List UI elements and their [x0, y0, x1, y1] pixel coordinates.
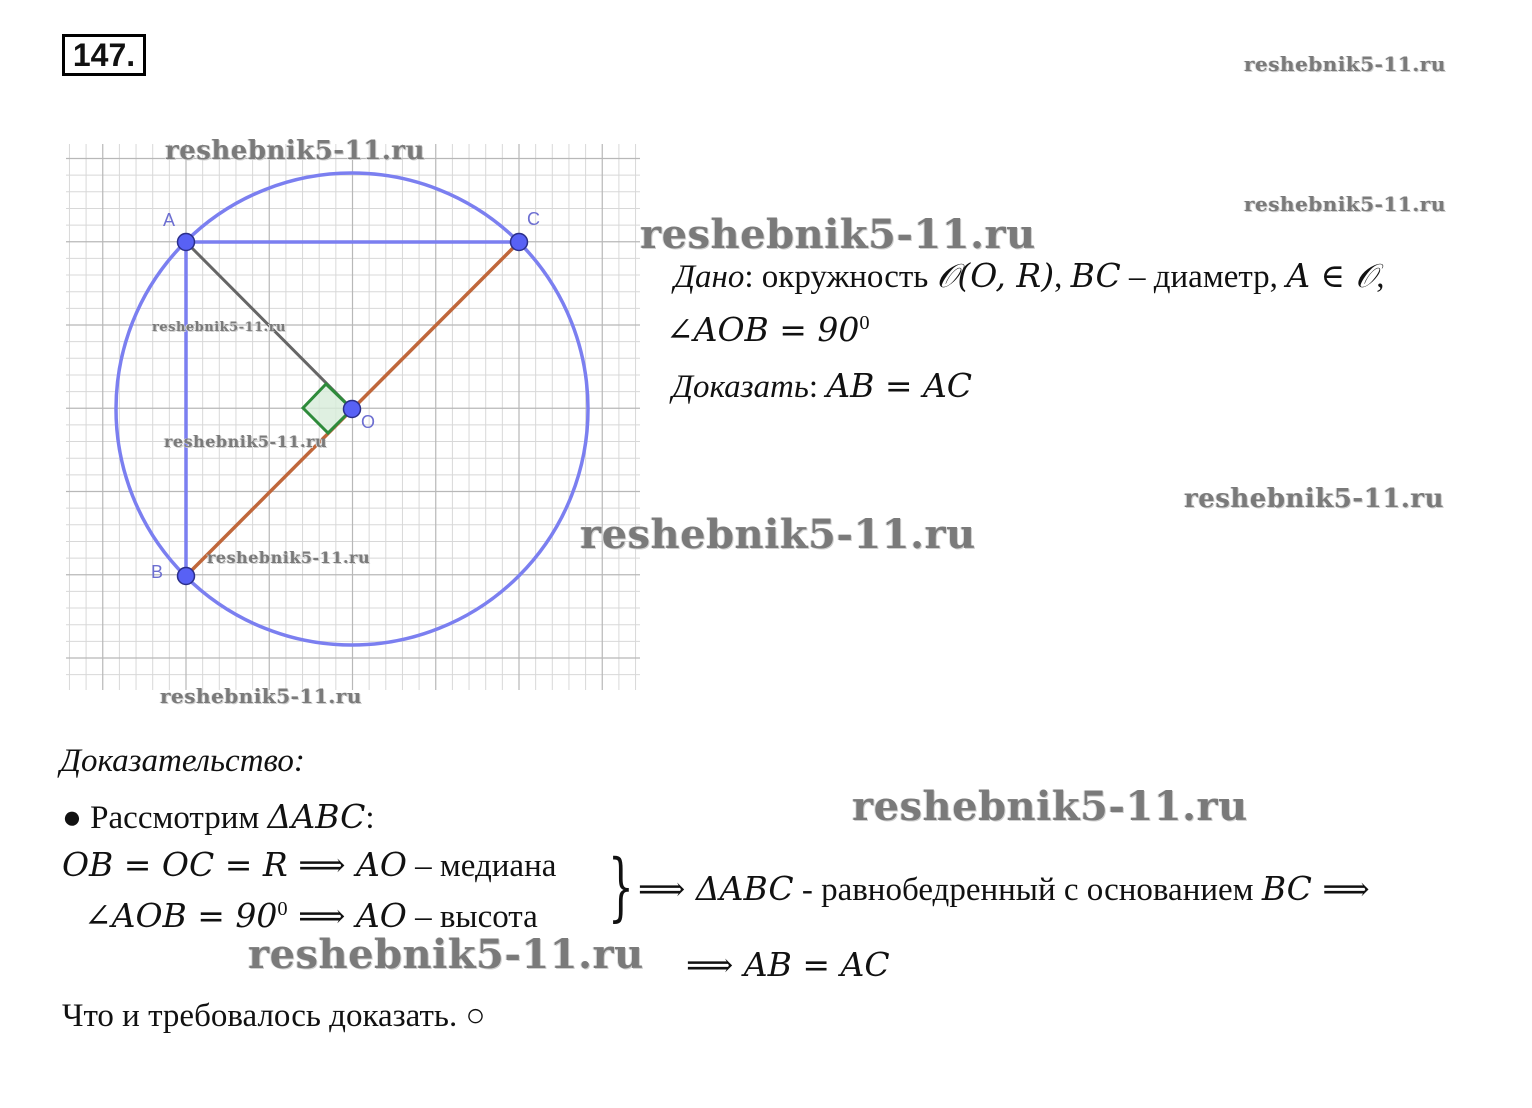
concl-arrow: ⟹	[638, 869, 696, 908]
label-c: C	[527, 209, 540, 229]
proof-step-2	[84, 896, 538, 936]
watermark: reshebnik5-11.ru	[640, 211, 1036, 258]
proof-heading: Доказательство:	[60, 743, 305, 779]
right-brace: }	[608, 844, 634, 930]
concl-triangle: ΔABC	[695, 869, 794, 908]
watermark: reshebnik5-11.ru	[248, 931, 644, 978]
given-line-2	[666, 310, 870, 350]
label-b: B	[151, 562, 164, 582]
label-o: O	[361, 412, 376, 432]
step2-math-implies: ⟹ AO	[287, 896, 407, 935]
concl-bc: BC	[1261, 869, 1312, 908]
watermark: reshebnik5-11.ru	[580, 511, 976, 558]
proof-step-1	[62, 845, 556, 885]
proof-final: ⟹ AB = AC	[686, 945, 890, 984]
point-b	[178, 568, 195, 585]
qed-line: Что и требовалось доказать. ○	[62, 998, 486, 1034]
given-diameter: – диаметр,	[1120, 259, 1287, 295]
prove-colon: :	[808, 369, 827, 405]
step2-math-angle: ∠AOB = 90	[84, 896, 278, 935]
given-text: : окружность	[744, 259, 937, 295]
given-circle: 𝒪(O, R)	[936, 256, 1055, 295]
step1-math: OB = OC = R ⟹ AO	[62, 845, 407, 884]
prove-line	[672, 366, 972, 406]
given-a-in-circle: A ∈ 𝒪	[1286, 256, 1377, 295]
given-bc: BC	[1070, 256, 1121, 295]
point-a	[178, 234, 195, 251]
given-comma: ,	[1054, 259, 1071, 295]
watermark: reshebnik5-11.ru	[164, 432, 328, 451]
given-label: Дано	[674, 259, 745, 295]
point-c	[511, 234, 528, 251]
label-a: A	[163, 210, 176, 230]
given-comma: ,	[1376, 259, 1385, 295]
watermark: reshebnik5-11.ru	[152, 320, 287, 335]
given-angle: ∠AOB = 90	[666, 310, 860, 349]
watermark: reshebnik5-11.ru	[1184, 484, 1445, 514]
watermark: reshebnik5-11.ru	[852, 783, 1248, 830]
step2-angle-exp: 0	[277, 898, 288, 920]
task-number: 147.	[62, 34, 146, 76]
proof-conclusion	[638, 869, 1370, 909]
watermark: reshebnik5-11.ru	[165, 136, 426, 166]
concl-arrow-2: ⟹	[1311, 869, 1370, 908]
watermark: reshebnik5-11.ru	[207, 548, 371, 567]
concl-text: - равнобедренный с основанием	[793, 872, 1262, 908]
step2-text: – высота	[406, 899, 538, 935]
proof-consider	[62, 797, 375, 837]
prove-statement: AB = AC	[826, 366, 973, 405]
watermark: reshebnik5-11.ru	[1244, 192, 1446, 216]
geometry-figure	[0, 0, 700, 720]
watermark: reshebnik5-11.ru	[1244, 52, 1446, 76]
given-angle-exp: 0	[859, 312, 870, 334]
watermark: reshebnik5-11.ru	[160, 684, 362, 708]
proof-colon: :	[365, 800, 375, 836]
proof-triangle: ΔABC	[267, 797, 366, 836]
prove-label: Доказать	[672, 369, 809, 405]
proof-bullet: ● Рассмотрим	[62, 800, 268, 836]
given-line-1	[674, 256, 1384, 296]
point-o	[344, 401, 361, 418]
step1-text: – медиана	[406, 848, 557, 884]
